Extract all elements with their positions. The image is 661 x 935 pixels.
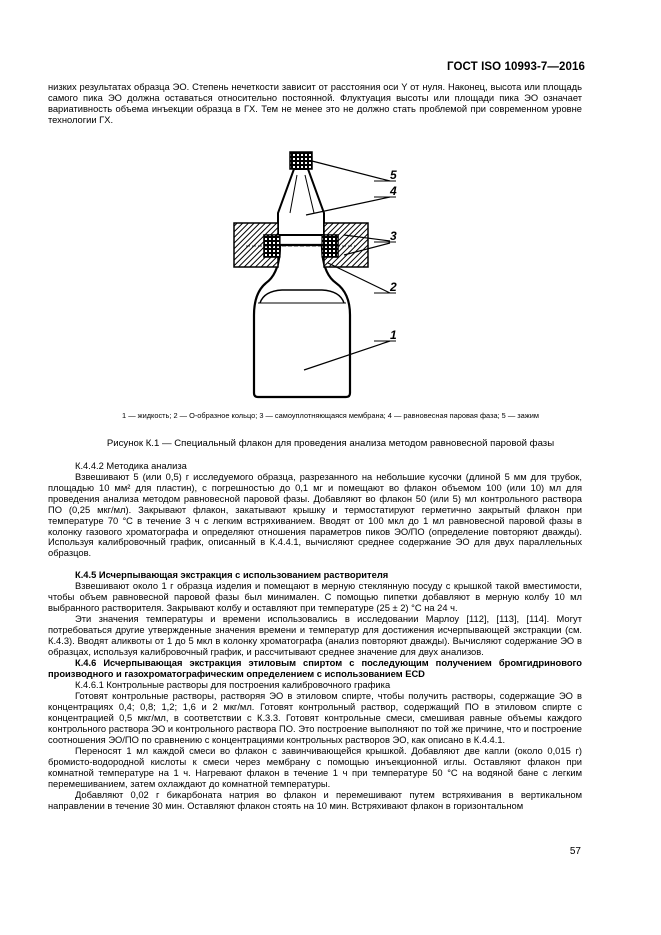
k461-paragraph-1: Готовят контрольные растворы, растворяя ЭО в этиловом спирте, чтобы получить растворы, содержащие ЭО в концентрациях 0,4; 0,8; 1,2; 1,6 и 2 мкг/мл. Готовят контрольный раствор, содержащий ПО в этиловом спирте с концентрацией 0,5 мкг/мл, в соответствии с К.3.3. Готовят контрольные смеси, смешивая равные объемы каждого контрольного раствора ЭО и контрольного раствора ПО. Это построение выполняют по той же причине, что и построение соотношения ЭО/ПО по сравнению с концентрациями контрольных растворов ЭО, как описано в К.4.4.1. bbox=[48, 691, 582, 745]
clamp-shape bbox=[290, 152, 312, 169]
k46-title: К.4.6 Исчерпывающая экстракция этиловым спиртом с последующим получением бромгидринового производного и газохроматографическим определением с использованием ECD bbox=[48, 658, 582, 679]
bottle-body bbox=[254, 245, 350, 397]
label-2: 2 bbox=[390, 280, 397, 294]
label-3: 3 bbox=[390, 229, 397, 243]
label-1: 1 bbox=[390, 328, 397, 342]
k45-paragraph-1: Взвешивают около 1 г образца изделия и помещают в мерную стеклянную посуду с крышкой такой вместимости, чтобы объем равновесной паровой фазы был минимален. С помощью пипетки добавляют в мерную колбу 10 мл выбранного растворителя. Закрывают колбу и оставляют при температуре (25 ± 2) °С на 24 ч. bbox=[48, 581, 582, 613]
k45-title: К.4.5 Исчерпывающая экстракция с использованием растворителя bbox=[75, 570, 389, 580]
label-5: 5 bbox=[390, 168, 397, 182]
k45-paragraph-2: Эти значения температуры и времени использовались в исследовании Марлоу [112], [113], [114]. Могут потребоваться другие утвержденные значения времени и температур для достижения исчерпывающей экстракции (см. К.4.3). Вводят аликвоты от 1 до 5 мкл в колонку хроматографа (анализ повторяют дважды). Вычисляют содержание ЭО в образцах, используя калибровочный график, и рассчитывают среднее значение для двух анализов. bbox=[48, 614, 582, 657]
k461-paragraph-3: Добавляют 0,02 г бикарбоната натрия во флакон и перемешивают путем встряхивания в вертикальном направлении в течение 30 мин. Оставляют флакон стоять на 10 мин. Встряхивают флакон в горизонтальном bbox=[48, 790, 582, 811]
intro-paragraph: низких результатах образца ЭО. Степень нечеткости зависит от расстояния оси Y от нуля. Наконец, высота или площадь самого пика ЭО должна оставаться относительно постоянной. Флуктуация высоты или площади пика ЭО означает вариативность объема инъекции образца в ГХ. Тем не менее это не должно стать проблемой при современном уровне технологии ГХ. bbox=[48, 82, 582, 125]
neck-cone bbox=[278, 169, 324, 235]
k442-title: К.4.4.2 Методика анализа bbox=[75, 461, 187, 471]
figure-legend: 1 — жидкость; 2 — О-образное кольцо; 3 — самоуплотняющаяся мембрана; 4 — равновесная паровая фаза; 5 — зажим bbox=[122, 411, 539, 420]
label-4: 4 bbox=[390, 184, 397, 198]
k461-title: К.4.6.1 Контрольные растворы для построения калибровочного графика bbox=[75, 680, 391, 690]
page-number: 57 bbox=[569, 846, 581, 857]
vial-diagram bbox=[224, 145, 424, 400]
document-header: ГОСТ ISO 10993-7—2016 bbox=[447, 61, 585, 73]
k442-body: Взвешивают 5 (или 0,5) г исследуемого образца, разрезанного на небольшие кусочки (длиной 5 мм для трубок, площадью 10 мм² для пластин), с погрешностью до 0,1 мг и помещают во флакон объемом 100 (или 10) мл для проведения анализа методом равновесной паровой фазы. Добавляют во флакон 50 (или 5) мл контрольного раствора ПО (0,25 мкг/мл). Закрывают флакон, закатывают крышку и термостатируют герметично закрытый флакон при температуре 70 °С в течение 3 ч с легким встряхиванием. Вводят от 100 мкл до 1 мл равновесной паровой фазы в колонку газового хроматографа и определяют отношения параметров пиков ЭО/ПО (определение повторяют дважды). Используя калибровочный график, описанный в К.4.4.1, вычисляют среднее содержание ЭО для двух параллельных образцов. bbox=[48, 472, 582, 559]
figure-caption: Рисунок К.1 — Специальный флакон для проведения анализа методом равновесной паровой фазы bbox=[106, 438, 555, 449]
k461-paragraph-2: Переносят 1 мл каждой смеси во флакон с завинчивающейся крышкой. Добавляют две капли (около 0,015 г) бромисто-водородной кислоты к смеси через мембрану с помощью инъекционной иглы. Оставляют флакон при комнатной температуре на 1 ч. Нагревают флакон в течение 1 ч при температуре 50 °С на водяной бане с легким перемешиванием, затем охлаждают до комнатной температуры. bbox=[48, 746, 582, 789]
